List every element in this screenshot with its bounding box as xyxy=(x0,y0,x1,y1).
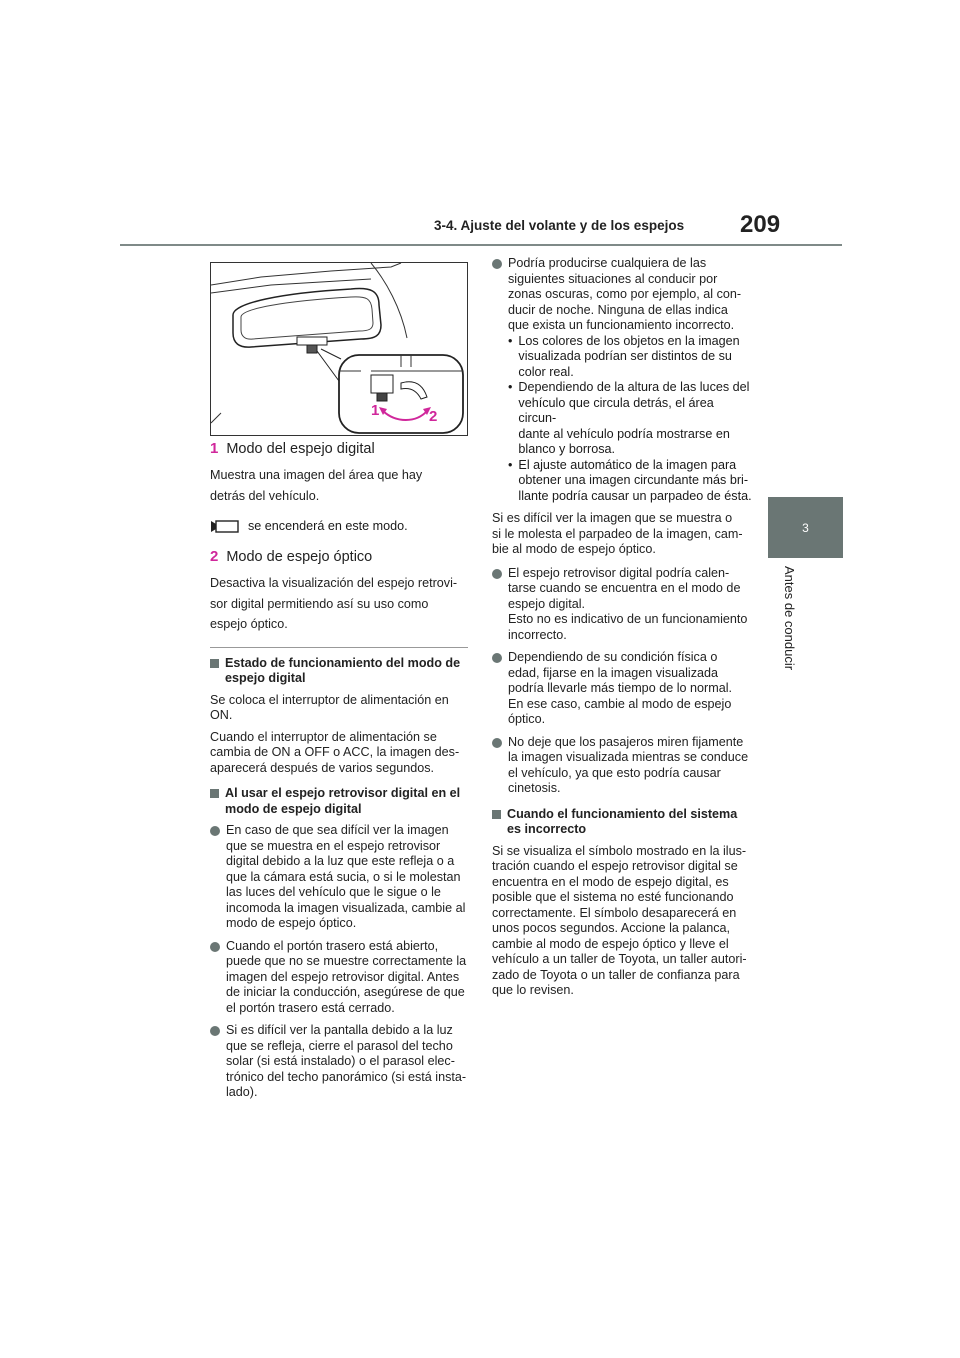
chapter-number: 3 xyxy=(802,520,809,535)
caption-description xyxy=(210,465,470,506)
caption-number: 2 xyxy=(210,548,219,565)
right-column xyxy=(492,256,754,1005)
square-bullet-icon xyxy=(210,789,219,798)
square-bullet-icon xyxy=(492,810,501,819)
rearview-mirror-drawing xyxy=(211,263,467,435)
text-line: zonas oscuras, como por ejemplo, al con- xyxy=(508,287,742,301)
text-line: el portón trasero está cerrado. xyxy=(226,1000,395,1015)
text-line: posible que el sistema no esté funcionando xyxy=(492,890,734,904)
sub-bullet-mark: • xyxy=(508,380,513,394)
indicator-line xyxy=(210,518,470,534)
paragraph xyxy=(210,693,470,724)
text-line: Cuando el interruptor de alimentación se xyxy=(210,729,437,744)
text-line: dante al vehículo podría mostrarse en xyxy=(518,426,730,441)
circle-bullet-icon xyxy=(492,738,502,748)
caption-title: Modo de espejo óptico xyxy=(226,549,373,565)
text-line: vehículo a un taller de Toyota, un taller autori- xyxy=(492,952,747,966)
text-line: llante podría causar un parpadeo de ésta. xyxy=(518,488,752,503)
label-1: 1 xyxy=(371,402,380,419)
text-line: Si se visualiza el símbolo mostrado en la ilus- xyxy=(492,843,747,858)
text-line: El espejo retrovisor digital podría calen- xyxy=(508,565,730,580)
text-line: que se muestra en el espejo retrovisor xyxy=(226,838,441,853)
text-line: incorrecto. xyxy=(508,627,567,642)
list-item xyxy=(492,566,754,644)
text-line: Se coloca el interruptor de alimentación en xyxy=(210,692,449,707)
text-line: modo de espejo óptico. xyxy=(226,916,357,930)
text-line: Los colores de los objetos en la imagen xyxy=(518,333,740,348)
text-line: espejo digital. xyxy=(508,596,586,611)
list-item xyxy=(210,939,470,1017)
text-line: modo de espejo digital xyxy=(225,801,362,816)
sub-bullet-mark: • xyxy=(508,333,513,348)
caption-title: Modo del espejo digital xyxy=(226,441,375,457)
text-line: el vehículo, ya que esto podría causar xyxy=(508,765,721,780)
text-line: sor digital permitiendo así su uso como xyxy=(210,596,429,611)
text-line: lado). xyxy=(226,1085,258,1099)
text-line: cinetosis. xyxy=(508,781,561,795)
text-line: En caso de que sea difícil ver la imagen xyxy=(226,823,449,837)
text-line: siguientes situaciones al conducir por xyxy=(508,271,718,286)
list-item xyxy=(492,735,754,797)
section-divider xyxy=(210,647,468,648)
circle-bullet-icon xyxy=(210,942,220,952)
section-heading xyxy=(492,807,754,838)
text-line: visualizada podrían ser distintos de su xyxy=(518,349,732,363)
text-line: En ese caso, cambie al modo de espejo xyxy=(508,696,732,711)
label-2: 2 xyxy=(429,408,438,425)
circle-bullet-icon xyxy=(492,569,502,579)
chapter-label: Antes de conducir xyxy=(782,566,797,671)
paragraph xyxy=(492,844,754,999)
caption-number: 1 xyxy=(210,440,219,457)
sub-list xyxy=(508,334,754,505)
list-item xyxy=(210,823,470,932)
text-line: las luces del vehículo que le sigue o le xyxy=(226,885,441,899)
text-line: obtener una imagen circundante más bri- xyxy=(518,473,749,487)
page-number: 209 xyxy=(740,211,781,238)
text-line: que lo revisen. xyxy=(492,983,574,997)
text-line: encuentra en el modo de espejo digital, es xyxy=(492,874,729,889)
caption-item-2 xyxy=(210,548,470,565)
text-line: Esto no es indicativo de un funcionamiento xyxy=(508,612,748,626)
list-item xyxy=(492,256,754,334)
text-line: podría llevarle más tiempo de lo normal. xyxy=(508,681,732,695)
text-line: vehículo que circula detrás, el área circun- xyxy=(518,395,714,425)
text-line: cambia de ON a OFF o ACC, la imagen des- xyxy=(210,745,460,759)
text-line: imagen del espejo retrovisor digital. Antes xyxy=(226,969,460,984)
text-line: aparecerá después de varios segundos. xyxy=(210,760,435,775)
sub-list-item xyxy=(508,380,754,458)
caption-description xyxy=(210,573,470,635)
header-divider xyxy=(120,244,842,246)
text-line: tración cuando el espejo retrovisor digital se xyxy=(492,859,738,873)
text-line: blanco y borrosa. xyxy=(518,442,616,456)
text-line: Podría producirse cualquiera de las xyxy=(508,256,707,270)
paragraph xyxy=(210,730,470,777)
digital-mirror-indicator-icon xyxy=(210,518,240,534)
circle-bullet-icon xyxy=(492,259,502,269)
paragraph xyxy=(492,511,754,558)
text-line: ducir de noche. Ninguna de ellas indica xyxy=(508,302,728,317)
text-line: color real. xyxy=(518,364,574,379)
text-line: correctamente. El símbolo desaparecerá en xyxy=(492,905,737,920)
text-line: Cuando el portón trasero está abierto, xyxy=(226,938,439,953)
mirror-illustration xyxy=(210,262,468,436)
text-line: detrás del vehículo. xyxy=(210,488,320,503)
text-line: que exista un funcionamiento incorrecto. xyxy=(508,318,735,332)
text-line: si le molesta el parpadeo de la imagen, cam- xyxy=(492,526,743,541)
chapter-tab xyxy=(768,497,843,558)
text-line: Cuando el funcionamiento del sistema xyxy=(507,806,738,821)
text-line: bie al modo de espejo óptico. xyxy=(492,542,656,556)
text-line: que se refleja, cierre el parasol del techo xyxy=(226,1038,453,1053)
section-title: 3-4. Ajuste del volante y de los espejos xyxy=(434,218,685,233)
circle-bullet-icon xyxy=(492,653,502,663)
text-line: Dependiendo de la altura de las luces del xyxy=(518,380,750,394)
text-line: No deje que los pasajeros miren fijamente xyxy=(508,734,744,749)
text-line: puede que no se muestre correctamente la xyxy=(226,954,467,968)
text-line: cambie al modo de espejo óptico y lleve el xyxy=(492,936,729,951)
text-line: edad, fijarse en la imagen visualizada xyxy=(508,665,719,680)
sub-list-item xyxy=(508,458,754,505)
chapter-strip xyxy=(768,558,843,1118)
circle-bullet-icon xyxy=(210,1026,220,1036)
text-line: zado de Toyota o un taller de confianza para xyxy=(492,967,740,982)
text-line: espejo óptico. xyxy=(210,617,288,631)
circle-bullet-icon xyxy=(210,826,220,836)
section-heading xyxy=(210,656,470,687)
text-line: Dependiendo de su condición física o xyxy=(508,650,718,664)
text-line: Al usar el espejo retrovisor digital en el xyxy=(225,786,461,800)
text-line: que la cámara está sucia, o si le molestan xyxy=(226,869,461,884)
section-heading xyxy=(210,786,470,817)
square-bullet-icon xyxy=(210,659,219,668)
caption-item-1 xyxy=(210,440,470,457)
sub-list-item xyxy=(508,334,754,381)
text-line: El ajuste automático de la imagen para xyxy=(518,457,737,472)
text-line: digital debido a la luz que este refleja o a xyxy=(226,854,455,868)
text-line: Desactiva la visualización del espejo retrovi- xyxy=(210,576,458,590)
text-line: tarse cuando se encuentra en el modo de xyxy=(508,581,741,595)
text-line: trónico del techo panorámico (si está insta- xyxy=(226,1069,467,1084)
left-column xyxy=(210,440,470,1108)
text-line: espejo digital xyxy=(225,671,306,685)
text-line: ON. xyxy=(210,708,233,722)
sub-bullet-mark: • xyxy=(508,457,513,472)
text-line: Muestra una imagen del área que hay xyxy=(210,468,423,482)
text-line: Si es difícil ver la imagen que se muestra o xyxy=(492,511,733,525)
text-line: Estado de funcionamiento del modo de xyxy=(225,655,461,670)
text-line: la imagen visualizada mientras se conduce xyxy=(508,750,749,764)
text-line: Si es difícil ver la pantalla debido a la luz xyxy=(226,1023,453,1037)
list-item xyxy=(210,1023,470,1101)
text-line: de iniciar la conducción, asegúrese de que xyxy=(226,985,465,999)
text-line: unos pocos segundos. Accione la palanca, xyxy=(492,921,731,935)
list-item xyxy=(492,650,754,728)
indicator-text: se encenderá en este modo. xyxy=(248,519,408,533)
text-line: incomoda la imagen visualizada, cambie al xyxy=(226,900,466,915)
text-line: es incorrecto xyxy=(507,822,587,836)
text-line: solar (si está instalado) o el parasol elec- xyxy=(226,1054,455,1068)
text-line: óptico. xyxy=(508,712,546,726)
